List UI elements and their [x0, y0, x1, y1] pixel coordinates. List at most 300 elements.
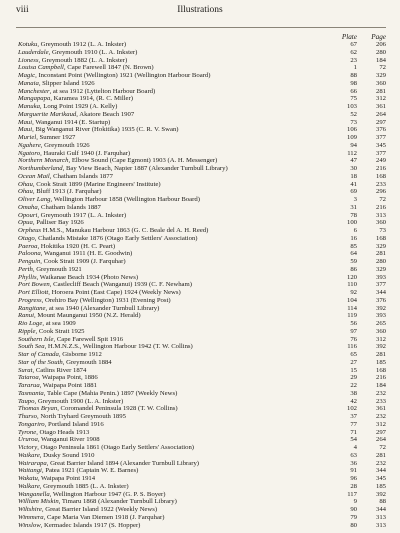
ship-entry — [18, 235, 333, 243]
ship-entry — [18, 80, 333, 88]
page-number-ref: 168 — [375, 366, 386, 374]
plate-number: 37 — [350, 413, 357, 420]
ship-name: Marguerite Marikaud — [18, 110, 77, 118]
list-item — [18, 80, 386, 88]
page-number-ref: 72 — [379, 64, 386, 72]
list-item — [18, 320, 386, 328]
entry-details: , Table Cape (Mahia Penin.) 1897 (Weekly News) — [43, 389, 178, 397]
ship-name: Manuka — [18, 103, 40, 110]
ship-name: Paloona — [18, 250, 41, 258]
page-number-ref: 344 — [375, 289, 386, 296]
entry-details: , Hokitika 1920 (H. C. Peart) — [37, 242, 116, 250]
plate-number: 6 — [353, 227, 357, 234]
list-item — [18, 328, 386, 336]
ship-entry — [18, 522, 333, 530]
plate-number: 92 — [350, 289, 357, 296]
ship-name: Rangitane — [18, 304, 46, 312]
ship-name: Magic — [18, 72, 36, 79]
ship-name: Lioness — [18, 56, 39, 64]
plate-number: 63 — [350, 451, 357, 459]
ship-entry — [18, 289, 333, 297]
page-number-ref: 329 — [375, 72, 386, 79]
ship-name: Tararua — [18, 382, 40, 389]
entry-details: , Waipapa Point 1914 — [37, 475, 96, 482]
page-number-ref: 393 — [375, 273, 386, 281]
entry-details: , Elbow Sound (Cape Egmont) 1903 (A. H. Messenger) — [68, 157, 218, 165]
ship-name: Ranui — [18, 312, 34, 320]
ship-name: Waitangi — [18, 467, 42, 475]
plate-number: 16 — [350, 234, 357, 242]
list-item — [18, 227, 386, 235]
page-number-ref: 206 — [375, 41, 386, 48]
plate-number: 42 — [350, 397, 357, 405]
list-item — [18, 506, 386, 514]
ship-name: Otago — [18, 234, 35, 242]
page-number-ref: 377 — [375, 134, 386, 141]
list-item — [18, 88, 386, 96]
page-number-ref: 168 — [375, 172, 386, 180]
ship-name: Opua — [18, 219, 33, 227]
list-item — [18, 196, 386, 204]
plate-number: 117 — [347, 490, 357, 498]
plate-number: 77 — [350, 420, 357, 428]
entry-details: , Great Barrier Island 1922 (Weekly News) — [41, 506, 158, 513]
page-number-ref: 361 — [375, 405, 386, 413]
entry-details: , Greymouth 1900 (L. A. Inkster) — [34, 397, 124, 405]
plate-number: 52 — [350, 110, 357, 118]
plate-number: 106 — [346, 126, 357, 134]
list-item — [18, 390, 386, 398]
page-number-ref: 345 — [375, 475, 386, 482]
ship-name: Lauderdale — [18, 48, 49, 56]
ship-entry — [18, 328, 333, 336]
plate-number: 116 — [347, 343, 357, 351]
page-number-ref: 297 — [375, 428, 386, 436]
entry-details: , Greymouth 1926 — [40, 141, 90, 149]
entry-details: , Timaru 1868 (Alexander Turnbull Library) — [58, 498, 177, 506]
list-item — [18, 134, 386, 142]
page-number-ref: 393 — [375, 312, 386, 320]
ship-entry — [18, 95, 333, 103]
list-item — [18, 266, 386, 274]
list-item — [18, 452, 386, 460]
list-item — [18, 405, 386, 413]
page-number-ref: 184 — [375, 56, 386, 64]
ship-name: Omaha — [18, 203, 38, 211]
plate-number: 103 — [346, 103, 357, 110]
plate-number: 80 — [350, 521, 357, 529]
plate-number: 120 — [346, 273, 357, 281]
list-item — [18, 150, 386, 158]
plate-number: 30 — [350, 165, 357, 172]
plate-number: 109 — [346, 134, 357, 141]
entry-details: , Greymouth 1912 (L. A. Inkster) — [37, 41, 127, 48]
list-item — [18, 429, 386, 437]
page-number-ref: 313 — [375, 211, 386, 219]
ship-name: Maui — [18, 118, 33, 126]
entry-details: , at sea 1909 — [42, 320, 76, 327]
ship-name: Ngatoro — [18, 149, 41, 157]
ship-name: Wiltshire — [18, 506, 42, 513]
page-number-ref: 329 — [375, 242, 386, 250]
page-number-ref: 345 — [375, 141, 386, 149]
ship-entry — [18, 196, 333, 204]
plate-column-heading: Plate — [341, 33, 357, 41]
ship-entry — [18, 212, 333, 220]
ship-name: Manaia — [18, 79, 39, 87]
list-item — [18, 281, 386, 289]
list-item — [18, 49, 386, 57]
plate-number: 85 — [350, 242, 357, 250]
running-title: Illustrations — [177, 5, 223, 15]
page-number-ref: 216 — [375, 374, 386, 382]
list-item — [18, 359, 386, 367]
ship-entry — [18, 157, 333, 165]
ship-entry — [18, 219, 333, 227]
list-item — [18, 483, 386, 491]
list-item — [18, 297, 386, 305]
ship-entry — [18, 258, 333, 266]
ship-name: Opouri — [18, 211, 38, 219]
page-number-ref: 88 — [379, 498, 386, 506]
page-number-ref: 72 — [379, 196, 386, 203]
page-number-ref: 265 — [375, 320, 386, 327]
plate-number: 88 — [350, 72, 357, 79]
list-item — [18, 374, 386, 382]
plate-number: 64 — [350, 250, 357, 258]
plate-number: 66 — [350, 87, 357, 95]
ship-entry — [18, 436, 333, 444]
ship-entry — [18, 305, 333, 313]
plate-number: 104 — [346, 296, 357, 304]
entry-details: , Chatham Islands 1887 — [37, 203, 101, 211]
ship-name: Walkare — [18, 482, 40, 490]
page-number-ref: 185 — [375, 482, 386, 490]
ship-entry — [18, 498, 333, 506]
entry-details: , Horoera Point (East Cape) 1924 (Weekly News) — [48, 289, 181, 296]
ship-name: Ohau — [18, 188, 33, 196]
plate-number: 71 — [350, 428, 357, 436]
plate-number: 47 — [350, 157, 357, 165]
page-number-ref: 185 — [375, 358, 386, 366]
ship-entry — [18, 142, 333, 150]
ship-entry — [18, 491, 333, 499]
entry-details: , Slipper Island 1926 — [38, 79, 95, 87]
entry-details: , Mount Maunganui 1950 (N.Z. Herald) — [33, 312, 141, 320]
page-number-ref: 73 — [379, 227, 386, 234]
ship-entry — [18, 165, 333, 173]
list-item — [18, 250, 386, 258]
page-number-ref: 216 — [375, 165, 386, 172]
list-item — [18, 351, 386, 359]
entry-details: , Hauraki Gulf 1940 (J. Farquhar) — [40, 149, 131, 157]
page-column-heading: Page — [371, 33, 386, 41]
entry-details: , at sea 1912 (Lyttelton Harbour Board) — [49, 87, 156, 95]
ship-entry — [18, 297, 333, 305]
ship-name: Wimmera — [18, 513, 44, 521]
ship-entry — [18, 119, 333, 127]
plate-number: 36 — [350, 459, 357, 467]
entry-details: , Otago Peninsula 1861 (Otago Early Settlers' Association) — [37, 444, 195, 451]
entry-details: , Catlins River 1874 — [32, 366, 87, 374]
entry-details: , Gisborne 1912 — [58, 351, 102, 358]
entry-details: , Chatham Islands 1877 — [49, 172, 113, 180]
page-number-ref: 281 — [375, 250, 386, 258]
ship-entry — [18, 413, 333, 421]
ship-name: Perth — [18, 265, 33, 273]
entry-details: , Wellington Harbour 1858 (Wellington Harbour Board) — [50, 196, 200, 203]
ship-name: Taupo — [18, 397, 35, 405]
plate-number: 28 — [350, 482, 357, 490]
entry-details: , Otago Heads 1913 — [36, 428, 90, 436]
ship-entry — [18, 64, 333, 72]
list-item — [18, 475, 386, 483]
ship-name: Southern Isle — [18, 335, 54, 343]
page-number-ref: 360 — [375, 219, 386, 227]
ship-entry — [18, 320, 333, 328]
plate-number: 90 — [350, 506, 357, 513]
column-headings — [18, 28, 386, 41]
list-item — [18, 95, 386, 103]
entry-details: , Bay View Beach, Napier 1887 (Alexander Turnbull Library) — [62, 165, 228, 172]
entry-details: , Wellington Harbour 1947 (G. P. S. Boyer) — [49, 490, 166, 498]
ship-entry — [18, 88, 333, 96]
ship-name: Thurso — [18, 413, 37, 420]
list-item — [18, 165, 386, 173]
page-number-ref: 392 — [375, 304, 386, 312]
page-number-ref: 361 — [375, 103, 386, 110]
ship-entry — [18, 421, 333, 429]
plate-number: 76 — [350, 335, 357, 343]
entry-details: , Big Wanganui River (Hokitika) 1935 (C. R. V. Swan) — [32, 126, 179, 134]
list-item — [18, 157, 386, 165]
page-number-ref: 280 — [375, 48, 386, 56]
entry-details: , Wanganui River 1908 — [37, 436, 100, 444]
entry-details: , Wanganui 1914 (E. Startup) — [32, 118, 111, 126]
list-item — [18, 119, 386, 127]
page-number-ref: 313 — [375, 521, 386, 529]
list-item — [18, 103, 386, 111]
page-number-ref: 313 — [375, 513, 386, 521]
plate-number: 69 — [350, 188, 357, 196]
ship-entry — [18, 359, 333, 367]
ship-entry — [18, 506, 333, 514]
ship-name: Penguin — [18, 258, 41, 265]
page-number-ref: 280 — [375, 258, 386, 265]
plate-number: 73 — [350, 118, 357, 126]
entry-details: , Inconstant Point (Wellington) 1921 (Wellington Harbour Board) — [35, 72, 211, 79]
list-item — [18, 111, 386, 119]
plate-number: 22 — [350, 382, 357, 389]
plate-number: 54 — [350, 436, 357, 444]
ship-name: Taiaroa — [18, 374, 39, 382]
plate-number: 100 — [346, 219, 357, 227]
page-number-ref: 377 — [375, 149, 386, 157]
page-number-ref: 296 — [375, 188, 386, 196]
list-item — [18, 382, 386, 390]
list-item — [18, 460, 386, 468]
entry-details: , Greymouth 1921 — [32, 265, 82, 273]
entry-details: , Waipapa Point 1881 — [39, 382, 97, 389]
ship-entry — [18, 514, 333, 522]
list-item — [18, 188, 386, 196]
ship-name: Waikare — [18, 451, 40, 459]
list-item — [18, 126, 386, 134]
ship-entry — [18, 150, 333, 158]
page-number-ref: 376 — [375, 296, 386, 304]
ship-name: Winslow — [18, 521, 41, 529]
page-number-ref: 232 — [375, 389, 386, 397]
list-item — [18, 181, 386, 189]
ship-entry — [18, 460, 333, 468]
plate-number: 110 — [347, 281, 357, 289]
entry-details: , Greymouth 1910 (L. A. Inkster) — [48, 48, 138, 56]
ship-entry — [18, 57, 333, 65]
plate-number: 56 — [350, 320, 357, 327]
ship-name: Thomas Bryan — [18, 405, 58, 413]
ship-name: Northumberland — [18, 165, 63, 172]
ship-name: Manchester — [18, 87, 50, 95]
plate-number: 23 — [350, 56, 357, 64]
list-item — [18, 467, 386, 475]
list-item — [18, 522, 386, 530]
page-number-ref: 329 — [375, 265, 386, 273]
ship-entry — [18, 483, 333, 491]
list-item — [18, 367, 386, 375]
list-item — [18, 64, 386, 72]
entry-details: , Bluff 1913 (J. Farquhar) — [32, 188, 102, 196]
ship-name: Louisa Campbell — [18, 64, 64, 72]
entry-details: , Karamea 1914, (R. C. Miller) — [50, 95, 133, 103]
ship-entry — [18, 398, 333, 406]
list-item — [18, 212, 386, 220]
plate-number: 62 — [350, 48, 357, 56]
page-number-ref: 297 — [375, 118, 386, 126]
ship-name: Phyllis — [18, 273, 37, 281]
plate-number: 91 — [350, 467, 357, 475]
page-number-ref: 72 — [379, 444, 386, 451]
ship-name: Ohau — [18, 180, 33, 188]
entry-details: , Cape Maria Van Diemen 1918 (J. Farquhar) — [43, 513, 165, 521]
plate-number: 112 — [347, 149, 357, 157]
ship-entry — [18, 444, 333, 452]
entry-details: , Waikanae Beach 1934 (Photo News) — [36, 273, 139, 281]
plate-number: 59 — [350, 258, 357, 265]
entry-details: , H.M.N.Z.S., Wellington Harbour 1942 (T. W. Collins) — [44, 343, 193, 351]
plate-number: 75 — [350, 95, 357, 103]
entry-details: , Greymouth 1884 — [62, 358, 112, 366]
ship-entry — [18, 204, 333, 212]
ship-entry — [18, 343, 333, 351]
ship-name: Rio Loge — [18, 320, 43, 327]
plate-number: 97 — [350, 327, 357, 335]
entry-details: , Cape Farewell Spit 1916 — [53, 335, 124, 343]
ship-name: Port Elliott — [18, 289, 49, 296]
list-item — [18, 219, 386, 227]
entry-details: , Greymouth 1882 (L. A. Inkster) — [38, 56, 128, 64]
ship-name: Tyrone — [18, 428, 37, 436]
entry-details: H.M.S., Manukau Harbour 1863 (G. C. Beale del A. H. Reed) — [41, 227, 209, 234]
ship-name: Kotuku — [18, 41, 38, 48]
entry-details: , at sea 1940 (Alexander Turnbull Library) — [45, 304, 160, 312]
page-number-ref: 184 — [375, 382, 386, 389]
ship-entry — [18, 312, 333, 320]
plate-number: 4 — [353, 444, 357, 451]
list-item — [18, 421, 386, 429]
list-item — [18, 336, 386, 344]
page-number-ref: 377 — [375, 281, 386, 289]
ship-entry — [18, 173, 333, 181]
entry-details: , Long Point 1929 (A. Kelly) — [39, 103, 118, 110]
page-number-ref: 233 — [375, 397, 386, 405]
list-item — [18, 72, 386, 80]
page-number-ref: 264 — [375, 110, 386, 118]
plate-number: 27 — [350, 358, 357, 366]
ship-name: Ngahere — [18, 141, 41, 149]
ship-entry — [18, 49, 333, 57]
page-number-ref: 281 — [375, 451, 386, 459]
ship-name: Wakatu — [18, 475, 38, 482]
entry-details: , Castlecliff Beach (Wanganui) 1939 (C. F. Newham) — [49, 281, 192, 289]
ship-name: Orpheus — [18, 227, 42, 234]
page-number-ref: 233 — [375, 180, 386, 188]
ship-name: Wairarapa — [18, 459, 47, 467]
page-number-ref: 344 — [375, 506, 386, 513]
ship-name: Wanganella — [18, 490, 50, 498]
ship-entry — [18, 274, 333, 282]
ship-entry — [18, 41, 333, 49]
plate-number: 1 — [353, 64, 357, 72]
entry-details: , Cook Strait 1909 (J. Farquhar) — [40, 258, 126, 265]
list-item — [18, 398, 386, 406]
list-item — [18, 498, 386, 506]
plate-number: 67 — [350, 41, 357, 48]
list-item — [18, 142, 386, 150]
plate-number: 18 — [350, 172, 357, 180]
ship-name: Paeroa — [18, 242, 38, 250]
ship-entry — [18, 126, 333, 134]
ship-entry — [18, 452, 333, 460]
plate-number: 65 — [350, 351, 357, 358]
ship-entry — [18, 250, 333, 258]
ship-name: Mangapapa — [18, 95, 51, 103]
page-number-ref: 392 — [375, 343, 386, 351]
page-number-ref: 232 — [375, 413, 386, 420]
ship-name: Tongariro — [18, 420, 45, 428]
ship-name: Star of the South — [18, 358, 63, 366]
ship-entry — [18, 243, 333, 251]
entry-details: , Cape Farewell 1847 (N. Brown) — [63, 64, 154, 72]
plate-number: 41 — [350, 180, 357, 188]
ship-entry — [18, 281, 333, 289]
entry-details: , Patea 1921 (Captain W. E. Barnes) — [41, 467, 139, 475]
ship-entry — [18, 467, 333, 475]
plate-number: 78 — [350, 211, 357, 219]
ship-name: Victory — [18, 444, 38, 451]
list-item — [18, 444, 386, 452]
entry-details: , Kermadec Islands 1917 (S. Hopper) — [40, 521, 141, 529]
page-number-ref: 376 — [375, 126, 386, 134]
ship-entry — [18, 390, 333, 398]
list-item — [18, 343, 386, 351]
ship-entry — [18, 336, 333, 344]
page-number-ref: 232 — [375, 459, 386, 467]
ship-entry — [18, 181, 333, 189]
ship-name: Ocean Mail — [18, 172, 50, 180]
entry-details: , North Tryhard Greymouth 1895 — [36, 413, 126, 420]
entry-details: , Greymouth 1885 (L. A. Inkster) — [39, 482, 129, 490]
page-number-ref: 360 — [375, 327, 386, 335]
